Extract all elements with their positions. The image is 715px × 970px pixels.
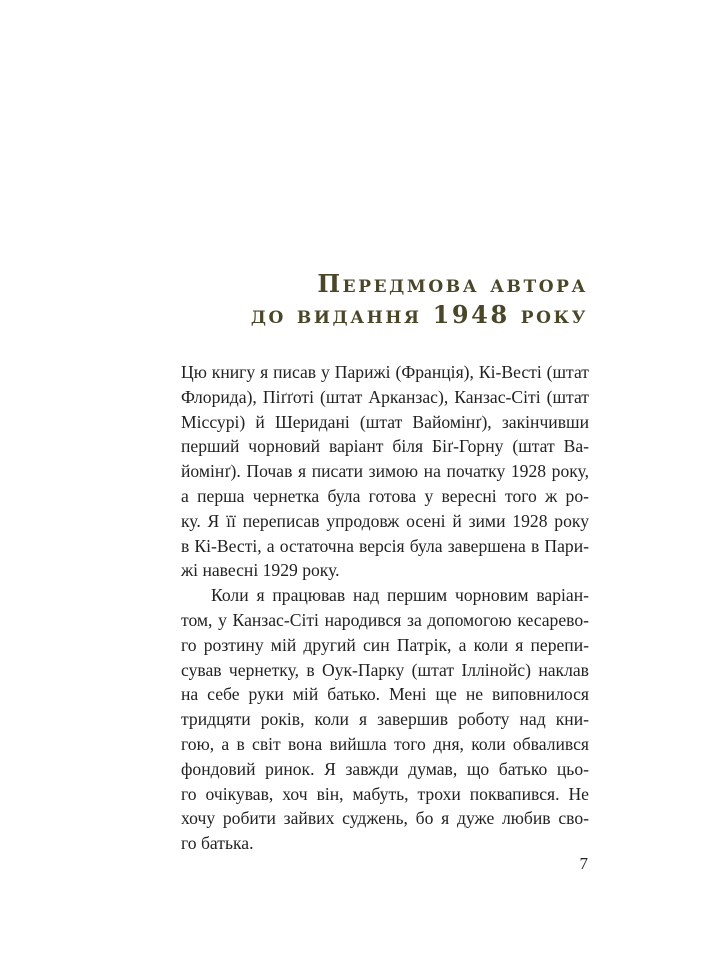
text-line: а перша чернетка була готова у вересні того ж ро- <box>181 485 589 506</box>
text-line: го розтину мій другий син Патрік, а коли я перепи- <box>181 634 589 655</box>
text-line: го батька. <box>181 833 254 854</box>
chapter-title-line: до видання 1948 року <box>250 300 588 329</box>
text-line: сував чернетку, в Оук-Парку (штат Іллінойс) наклав <box>181 659 589 680</box>
paragraph-1 <box>181 360 589 583</box>
text-line: Коли я працював над першим чорновим варіан- <box>211 585 589 606</box>
paragraph-2 <box>181 583 589 856</box>
text-line: йомінґ). Почав я писати зимою на початку 1928 року, <box>181 461 589 482</box>
text-line: в Кі-Весті, а остаточна версія була завершена в Пари- <box>181 535 589 556</box>
text-line: на себе руки мій батько. Мені ще не виповнилося <box>181 684 589 705</box>
chapter-title <box>251 268 588 330</box>
chapter-title-line: Передмова автора <box>317 269 588 298</box>
text-line: том, у Канзас-Сіті народився за допомогою кесарево- <box>181 609 589 630</box>
text-line: Флорида), Піґґоті (штат Арканзас), Канзас-Сіті (штат <box>181 386 589 407</box>
text-line: го очікував, хоч він, мабуть, трохи поквапився. Не <box>181 783 589 804</box>
text-line: хочу робити зайвих суджень, бо я дуже любив сво- <box>181 808 589 829</box>
text-line: Цю книгу я писав у Парижі (Франція), Кі-Весті (штат <box>181 362 589 382</box>
text-line: тридцяти років, коли я завершив роботу над кни- <box>181 709 589 730</box>
text-line: гою, а в світ вона вийшла того дня, коли обвалився <box>181 733 589 754</box>
text-line: Міссурі) й Шеридані (штат Вайомінґ), закінчивши <box>181 411 589 432</box>
text-line: жі навесні 1929 року. <box>181 560 340 581</box>
body-text <box>181 360 589 856</box>
text-line: перший чорновий варіант біля Біґ-Горну (штат Ва- <box>181 436 589 457</box>
page-number: 7 <box>579 854 588 873</box>
text-line: фондовий ринок. Я завжди думав, що батько цьо- <box>181 758 589 779</box>
text-line: ку. Я її переписав упродовж осені й зими 1928 року <box>181 510 589 531</box>
